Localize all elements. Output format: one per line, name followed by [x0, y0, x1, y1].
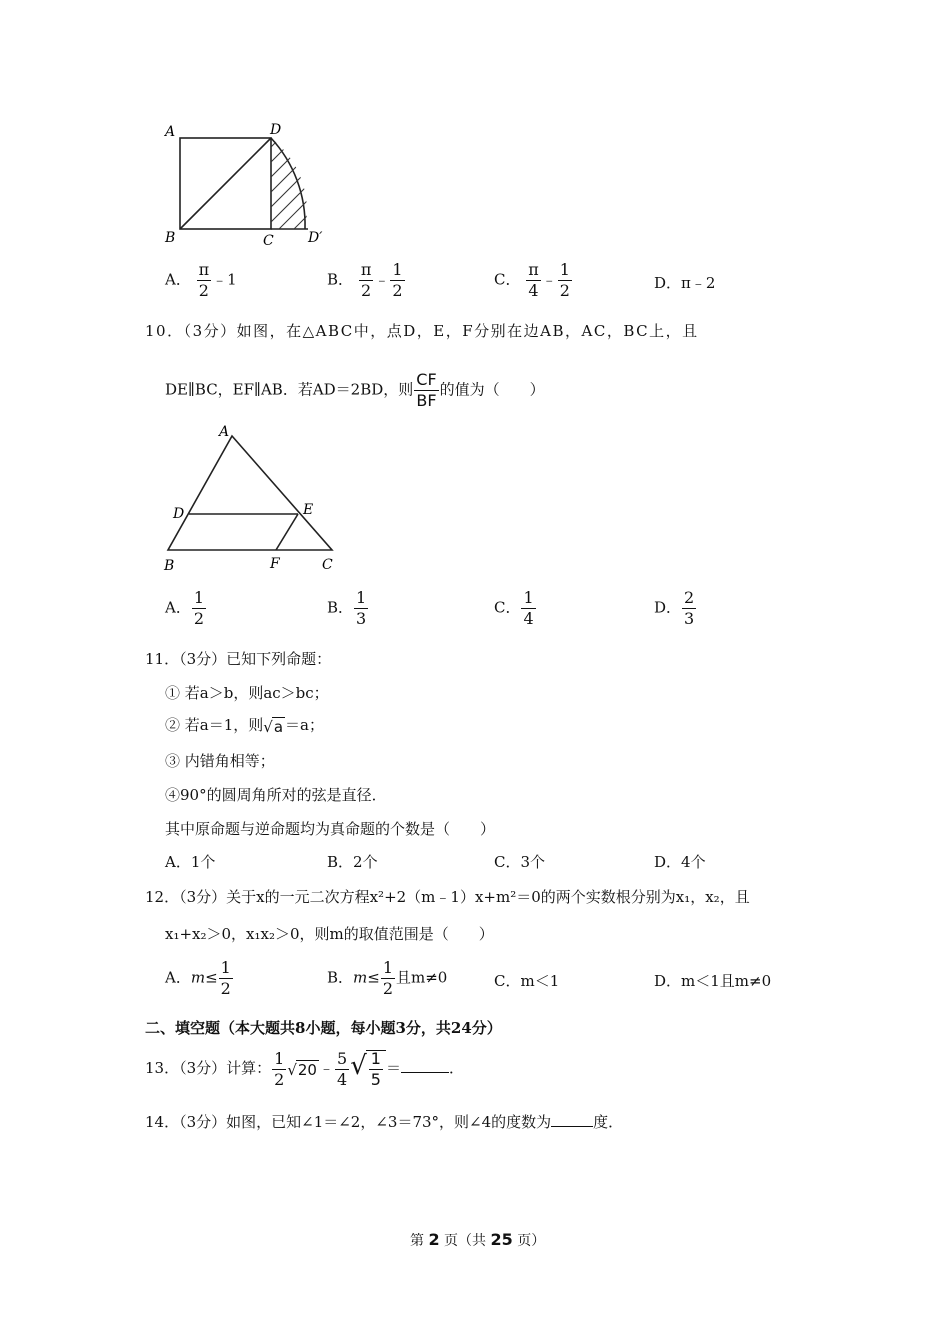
label-d: D	[173, 506, 185, 522]
q11-option-d[interactable]: D．4个	[654, 853, 706, 871]
label-e: E	[303, 502, 314, 518]
label-c: C	[322, 557, 333, 573]
sqrt-1-5: √ $\frac{1}{5}$	[350, 1050, 386, 1088]
fraction: $\frac{1}{2}$	[382, 958, 394, 998]
q10-option-c[interactable]: C． $\frac{1}{4}$	[494, 588, 534, 628]
label-c: C	[263, 233, 274, 248]
q11-item-4: ④90°的圆周角所对的弦是直径．	[165, 786, 387, 804]
label-b: B	[165, 230, 176, 246]
q12-option-d[interactable]: D．m＜1且m≠0	[654, 972, 772, 990]
q10-figure	[160, 422, 350, 577]
q9-figure	[160, 118, 340, 248]
fraction: $\frac{1}{2}$	[274, 1048, 285, 1089]
q11-question: 其中原命题与逆命题均为真命题的个数是（ ）	[165, 820, 496, 838]
label-a: A	[219, 424, 230, 440]
fraction: $\frac{1}{2}$	[193, 588, 205, 628]
q10-option-d[interactable]: D． $\frac{2}{3}$	[654, 588, 695, 628]
q9-option-b[interactable]: B． $\frac{\pi}{2}$ ﹣ $\frac{1}{2}$	[327, 260, 403, 300]
segment-ef	[276, 514, 298, 550]
diagonal-bd	[180, 138, 271, 229]
q11-item-1: ① 若a＞b，则ac＞bc；	[165, 684, 329, 702]
fraction: $\frac{2}{3}$	[684, 588, 695, 628]
fraction: $\frac{1}{4}$	[523, 588, 534, 628]
q12-option-c[interactable]: C．m＜1	[494, 972, 560, 990]
fraction: $\frac{1}{3}$	[356, 588, 367, 628]
answer-blank[interactable]	[401, 1058, 449, 1073]
arc-dd	[271, 138, 305, 229]
q12-line1: 12．（3分）关于x的一元二次方程x²+2（m﹣1）x+m²＝0的两个实数根分别为x₁，x₂，且	[145, 888, 750, 906]
q10-line2: DE∥BC，EF∥AB．若AD＝2BD，则 $\frac{CF}{BF}$ 的值为（ ）	[165, 370, 545, 410]
q11-option-a[interactable]: A．1个	[165, 853, 216, 871]
q11-stem: 11．（3分）已知下列命题：	[145, 650, 332, 668]
page-footer: 第 2 页（共 25 页）	[410, 1230, 546, 1249]
label-d: D	[270, 122, 282, 138]
q12-option-b[interactable]: B．m≤ $\frac{1}{2}$ 且m≠0	[327, 958, 448, 998]
sqrt-a: √a	[263, 717, 284, 736]
q9-option-d[interactable]: D．π﹣2	[654, 274, 716, 292]
answer-blank[interactable]	[551, 1112, 593, 1127]
label-d-prime: D′	[308, 230, 323, 246]
q9-option-c[interactable]: C． $\frac{\pi}{4}$ ﹣ $\frac{1}{2}$	[494, 260, 570, 300]
q11-option-c[interactable]: C．3个	[494, 853, 546, 871]
fraction: $\frac{1}{2}$	[559, 260, 570, 300]
q9-option-a[interactable]: A． $\frac{\pi}{2}$ ﹣1	[165, 260, 237, 300]
fraction: $\frac{\pi}{2}$	[360, 260, 372, 300]
q11-item-2: ② 若a＝1，则√a ＝a；	[165, 716, 324, 736]
fraction: $\frac{1}{2}$	[220, 958, 231, 998]
q14: 14．（3分）如图，已知∠1＝∠2，∠3＝73°，则∠4的度数为 度．	[145, 1113, 624, 1131]
q11-option-b[interactable]: B．2个	[327, 853, 378, 871]
fraction: $\frac{\pi}{4}$	[528, 260, 539, 300]
fraction: $\frac{5}{4}$	[337, 1048, 348, 1089]
sqrt-20: √20	[287, 1060, 317, 1079]
page-number: 2	[428, 1230, 440, 1249]
label-b: B	[164, 558, 175, 574]
label-a: A	[165, 124, 176, 140]
triangle-abc	[168, 436, 332, 550]
q12-option-a[interactable]: A．m≤ $\frac{1}{2}$	[165, 958, 231, 998]
q10-line1: 10．（3分）如图，在△ABC中，点D，E，F分别在边AB，AC，BC上，且	[145, 322, 699, 340]
q12-line2: x₁+x₂＞0，x₁x₂＞0，则m的取值范围是（ ）	[165, 925, 494, 943]
label-f: F	[270, 556, 280, 572]
q11-item-3: ③ 内错角相等；	[165, 752, 275, 770]
fraction: $\frac{\pi}{2}$	[198, 260, 210, 300]
section-2-title: 二、填空题（本大题共8小题，每小题3分，共24分）	[145, 1019, 502, 1037]
fraction: $\frac{1}{2}$	[392, 260, 403, 300]
total-pages: 25	[490, 1230, 513, 1249]
q10-option-b[interactable]: B． $\frac{1}{3}$	[327, 588, 367, 628]
q10-option-a[interactable]: A． $\frac{1}{2}$	[165, 588, 205, 628]
fraction-cf-bf: $\frac{CF}{BF}$	[416, 370, 437, 410]
q13: 13．（3分）计算： $\frac{1}{2}$ √20 ﹣ $\frac{5}{4}$ √ $\frac{1}{5}$ ＝ ．	[145, 1048, 464, 1089]
fraction: $\frac{1}{5}$	[370, 1049, 381, 1089]
